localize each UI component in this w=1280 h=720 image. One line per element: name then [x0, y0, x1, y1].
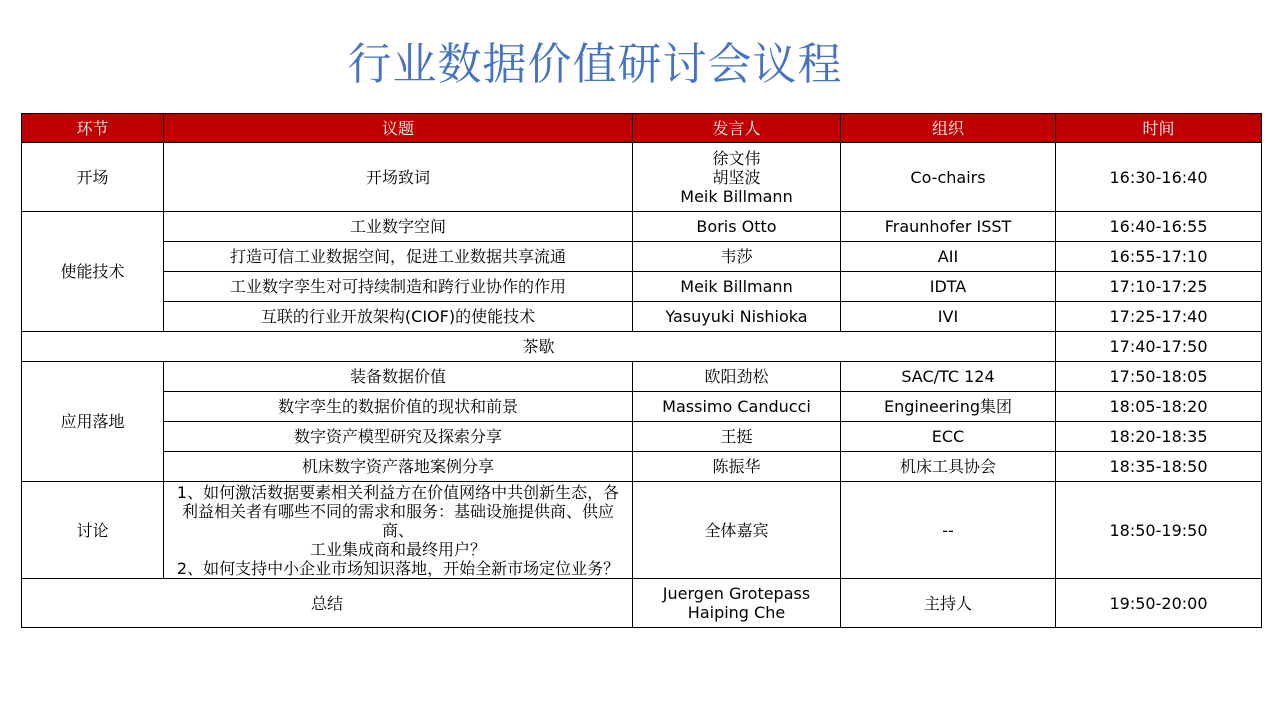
- speaker-cell: Meik Billmann: [633, 272, 841, 302]
- speaker-name: Juergen Grotepass: [662, 584, 811, 603]
- speaker-name: 徐文伟: [712, 148, 761, 168]
- table-row: [22, 242, 1262, 272]
- org-cell: Fraunhofer ISST: [841, 212, 1056, 242]
- header-speaker: 发言人: [633, 114, 841, 143]
- org-cell: ECC: [841, 422, 1056, 452]
- speaker-cell: 陈振华: [633, 452, 841, 482]
- time-cell: 16:40-16:55: [1056, 212, 1262, 242]
- table-row: [22, 143, 1262, 212]
- speaker-cell: Boris Otto: [633, 212, 841, 242]
- header-topic: 议题: [164, 114, 633, 143]
- topic-line: 利益相关者有哪些不同的需求和服务：基础设施提供商、供应商、: [181, 501, 614, 540]
- header-row: [22, 114, 1262, 143]
- table-row: [22, 302, 1262, 332]
- time-cell: 16:30-16:40: [1056, 143, 1262, 212]
- time-cell: 17:10-17:25: [1056, 272, 1262, 302]
- section-cell: 使能技术: [22, 212, 164, 332]
- time-cell: 18:35-18:50: [1056, 452, 1262, 482]
- topic-line: 2、如何支持中小企业市场知识落地，开始全新市场定位业务？: [176, 558, 620, 578]
- topic-cell: 打造可信工业数据空间，促进工业数据共享流通: [164, 242, 633, 272]
- time-cell: 17:40-17:50: [1056, 332, 1262, 362]
- time-cell: 18:50-19:50: [1056, 482, 1262, 579]
- time-cell: 17:25-17:40: [1056, 302, 1262, 332]
- topic-cell: [164, 482, 633, 579]
- topic-cell: 工业数字空间: [164, 212, 633, 242]
- time-cell: 18:20-18:35: [1056, 422, 1262, 452]
- topic-cell: 工业数字孪生对可持续制造和跨行业协作的作用: [164, 272, 633, 302]
- speaker-name: Meik Billmann: [680, 186, 793, 206]
- org-cell: Engineering集团: [841, 392, 1056, 422]
- speaker-cell: 王挺: [633, 422, 841, 452]
- speaker-cell: Massimo Canducci: [633, 392, 841, 422]
- topic-line: 工业集成商和最终用户？: [309, 539, 486, 559]
- table-row: [22, 212, 1262, 242]
- table-row: [22, 422, 1262, 452]
- table-row: [22, 452, 1262, 482]
- org-cell: --: [841, 482, 1056, 579]
- topic-cell: 数字孪生的数据价值的现状和前景: [164, 392, 633, 422]
- table-row: [22, 332, 1262, 362]
- org-cell: IDTA: [841, 272, 1056, 302]
- page-title: 行业数据价值研讨会议程: [347, 39, 843, 90]
- header-time: 时间: [1056, 114, 1262, 143]
- topic-cell: 互联的行业开放架构(CIOF)的使能技术: [164, 302, 633, 332]
- org-cell: Co-chairs: [841, 143, 1056, 212]
- table-row: [22, 482, 1262, 579]
- table-row: [22, 272, 1262, 302]
- agenda-table: [21, 113, 1262, 628]
- break-cell: 茶歇: [22, 332, 1056, 362]
- topic-line: 1、如何激活数据要素相关利益方在价值网络中共创新生态，各: [176, 482, 620, 502]
- time-cell: 19:50-20:00: [1056, 579, 1262, 628]
- speaker-cell: [633, 579, 841, 628]
- topic-cell: 机床数字资产落地案例分享: [164, 452, 633, 482]
- time-cell: 16:55-17:10: [1056, 242, 1262, 272]
- section-cell: 讨论: [22, 482, 164, 579]
- table-row: [22, 362, 1262, 392]
- summary-cell: 总结: [22, 579, 633, 628]
- org-cell: AII: [841, 242, 1056, 272]
- table-row: [22, 392, 1262, 422]
- topic-cell: 数字资产模型研究及探索分享: [164, 422, 633, 452]
- speaker-cell: 全体嘉宾: [633, 482, 841, 579]
- speaker-cell: 韦莎: [633, 242, 841, 272]
- org-cell: SAC/TC 124: [841, 362, 1056, 392]
- time-cell: 17:50-18:05: [1056, 362, 1262, 392]
- speaker-cell: [633, 143, 841, 212]
- speaker-cell: Yasuyuki Nishioka: [633, 302, 841, 332]
- table-row: [22, 579, 1262, 628]
- org-cell: 机床工具协会: [841, 452, 1056, 482]
- section-cell: 开场: [22, 143, 164, 212]
- section-cell: 应用落地: [22, 362, 164, 482]
- speaker-cell: 欧阳劲松: [633, 362, 841, 392]
- topic-cell: 开场致词: [164, 143, 633, 212]
- speaker-name: 胡坚波: [712, 167, 761, 187]
- org-cell: IVI: [841, 302, 1056, 332]
- header-org: 组织: [841, 114, 1056, 143]
- header-section: 环节: [22, 114, 164, 143]
- topic-cell: 装备数据价值: [164, 362, 633, 392]
- speaker-name: Haiping Che: [687, 603, 786, 622]
- time-cell: 18:05-18:20: [1056, 392, 1262, 422]
- org-cell: 主持人: [841, 579, 1056, 628]
